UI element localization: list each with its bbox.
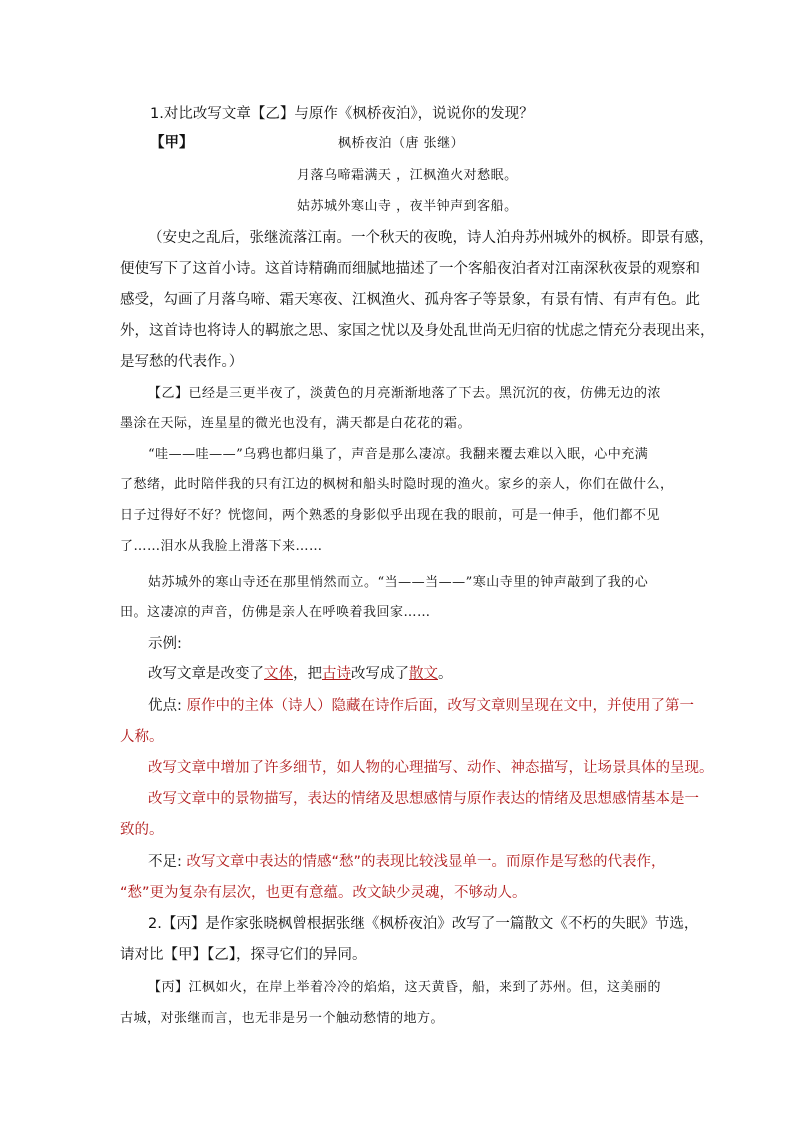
yi-p3-line-2: 田。这凄凉的声音，仿佛是亲人在呼唤着我回家…… [120, 605, 431, 620]
advantage-line-1 [148, 696, 694, 716]
poem-title: 枫桥夜泊（唐 张继） [338, 136, 465, 151]
yi-p2-line-4: 了……泪水从我脸上滑落下来…… [120, 539, 323, 554]
keyword-sanwen: 散文 [409, 666, 438, 682]
context-line-5: 是写愁的代表作。） [120, 354, 244, 370]
yi-p3-line-1: 姑苏城外的寒山寺还在那里悄然而立。“当——当——”寒山寺里的钟声敲到了我的心 [148, 575, 649, 590]
poem-line-1: 月落乌啼霜满天 ，江枫渔火对愁眠。 [297, 168, 518, 183]
example-text-a: 改写文章是改变了 [148, 666, 264, 682]
context-line-4: 外，这首诗也将诗人的羁旅之思、家国之忧以及身处乱世尚无归宿的忧虑之情充分表现出来， [120, 323, 715, 339]
yi-p2-line-1: “哇——哇——”乌鸦也都归巢了，声音是那么凄凉。我翻来覆去难以入眠，心中充满 [148, 447, 649, 462]
yi-p2-line-3: 日子过得好不好？恍惚间，两个熟悉的身影似乎出现在我的眼前，可是一伸手，他们都不见 [120, 508, 661, 523]
jia-tag: 【甲】 [150, 135, 194, 151]
example-label: 示例: [148, 636, 182, 652]
advantage-para-2: 改写文章中增加了许多细节，如人物的心理描写、动作、神态描写，让场景具体的呈现。 [148, 760, 714, 776]
yi-p1-line-1: 【乙】已经是三更半夜了，淡黄色的月亮渐渐地落了下去。黑沉沉的夜，仿佛无边的浓 [148, 386, 662, 401]
advantage-label: 优点: [148, 698, 182, 714]
shortcoming-label: 不足: [148, 854, 182, 870]
question-2-line-2: 请对比【甲】【乙】，探寻它们的异同。 [120, 947, 367, 963]
shortcoming-text-1: 改写文章中表达的情感“愁”的表现比较浅显单一。而原作是写愁的代表作， [181, 854, 666, 870]
shortcoming-line-2: “愁”更为复杂有层次，也更有意蕴。改文缺少灵魂，不够动人。 [120, 885, 527, 901]
yi-p2-line-2: 了愁绪，此时陪伴我的只有江边的枫树和船头时隐时现的渔火。家乡的亲人，你们在做什么， [120, 477, 674, 492]
keyword-gushi: 古诗 [322, 666, 351, 682]
question-1: 1.对比改写文章【乙】与原作《枫桥夜泊》，说说你的发现？ [150, 106, 534, 122]
context-line-2: 便使写下了这首小诗。这首诗精确而细腻地描述了一个客船夜泊者对江南深秋夜景的观察和 [120, 261, 700, 277]
yi-p1-line-2: 墨涂在天际，连星星的微光也没有，满天都是白花花的霜。 [120, 416, 472, 431]
bing-line-2: 古城，对张继而言，也无非是另一个触动愁情的地方。 [120, 1011, 445, 1026]
example-text-c: ，把 [293, 666, 322, 682]
example-text-e: 改写成了 [351, 666, 409, 682]
advantage-para-3-line-2: 致的。 [120, 822, 164, 838]
example-line-1 [148, 664, 453, 684]
advantage-line-2: 人称。 [120, 729, 164, 745]
keyword-wenti: 文体 [264, 666, 293, 682]
shortcoming-line-1 [148, 852, 666, 872]
example-text-g: 。 [438, 666, 453, 682]
advantage-para-3-line-1: 改写文章中的景物描写，表达的情绪及思想感情与原作表达的情绪及思想感情基本是一 [148, 791, 699, 807]
poem-line-2: 姑苏城外寒山寺 ，夜半钟声到客船。 [297, 199, 518, 214]
context-line-3: 感受，勾画了月落乌啼、霜天寒夜、江枫渔火、孤舟客子等景象，有景有情、有声有色。此 [120, 292, 700, 308]
question-2-line-1: 2.【丙】是作家张晓枫曾根据张继《枫桥夜泊》改写了一篇散文《不朽的失眠》节选， [148, 916, 699, 932]
bing-line-1: 【丙】江枫如火，在岸上举着冷冷的焰焰，这天黄昏，船，来到了苏州。但，这美丽的 [148, 980, 662, 995]
advantage-text-1: 原作中的主体（诗人）隐藏在诗作后面，改写文章则呈现在文中，并使用了第一 [181, 698, 694, 714]
context-line-1: （安史之乱后，张继流落江南。一个秋天的夜晚，诗人泊舟苏州城外的枫桥。即景有感， [148, 230, 714, 246]
